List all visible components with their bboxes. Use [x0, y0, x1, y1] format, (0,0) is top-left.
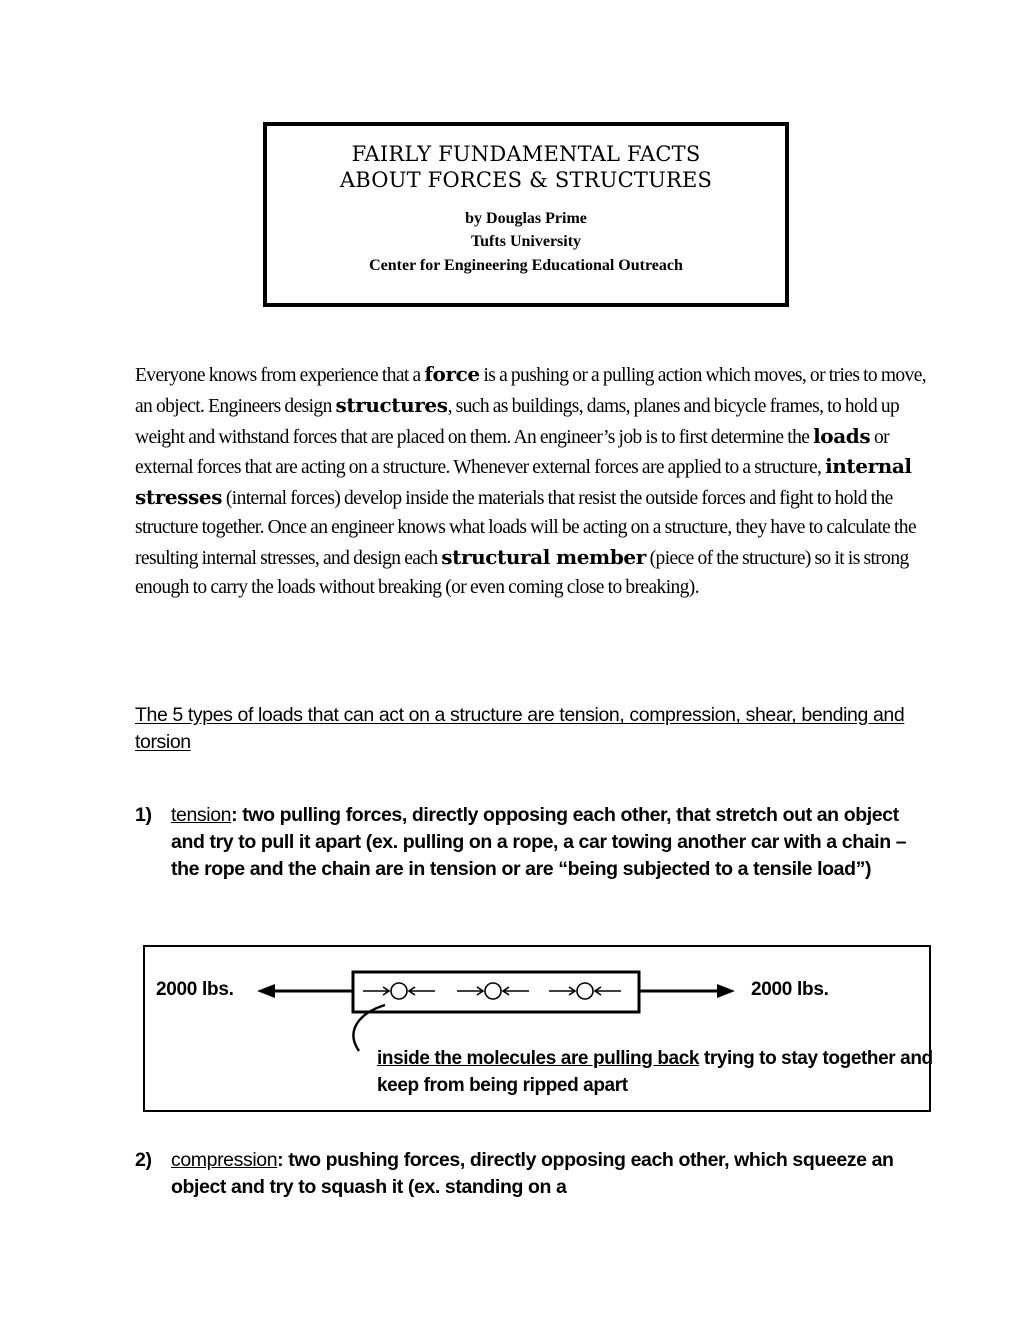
intro-text-2: is a pushing or a pulling action which moves, or tries to move, an object. Engineers design — [135, 365, 927, 417]
keyword-force: force — [424, 362, 480, 386]
molecule-1 — [363, 983, 435, 999]
item-number: 2) — [135, 1149, 152, 1171]
keyword-structural-member: structural member — [441, 544, 646, 569]
term-tension: tension — [171, 804, 232, 826]
molecule-3 — [549, 983, 621, 999]
keyword-internal-stresses: internal stresses — [135, 454, 912, 510]
item-text: : two pushing forces, directly opposing each other, which squeeze an object and try to squash it (ex. standing on a — [171, 1149, 894, 1198]
intro-text-3: , such as buildings, dams, planes and bicycle frames, to hold up weight and withstand forces that are placed on them. An engineer’s job is to first determine the — [135, 395, 900, 448]
term-compression: compression — [171, 1149, 278, 1171]
author: by Douglas Prime — [465, 210, 587, 227]
intro-text-4: or external forces that are acting on a structure. Whenever external forces are applied to a structure, — [135, 426, 890, 479]
intro-text-5: (internal forces) develop inside the materials that resist the outside forces and fight to hold the structure together. Once an engineer knows what loads will be acting on a structure, they have to calculate the resulting internal stresses, and design each — [135, 488, 917, 569]
caption-underlined: inside the molecules are pulling back — [377, 1048, 700, 1069]
right-load-label: 2000 lbs. — [751, 979, 829, 1000]
right-force-arrowhead — [717, 984, 735, 998]
tension-diagram — [143, 945, 931, 1112]
keyword-structures: structures — [335, 392, 448, 417]
title-box — [263, 122, 789, 307]
item-body — [171, 1147, 931, 1201]
diagram-caption — [377, 1045, 937, 1099]
item-text: : two pulling forces, directly opposing each other, that stretch out an object and try to pull it apart (ex. pulling on a rope, a car towing another car with a chain – the rope and the chain are in tension or are “being subjected to a tensile load”) — [171, 804, 907, 880]
center-name: Center for Engineering Educational Outreach — [369, 257, 683, 274]
molecule-group — [363, 983, 621, 999]
intro-paragraph — [135, 360, 935, 602]
intro-text-6: (piece of the structure) so it is strong enough to carry the loads without breaking (or even coming close to breaking). — [135, 547, 909, 598]
left-load-label: 2000 lbs. — [156, 979, 234, 1000]
keyword-loads: loads — [813, 423, 871, 448]
intro-text-1: Everyone knows from experience that a — [135, 365, 425, 386]
title-line-2: ABOUT FORCES & STRUCTURES — [339, 168, 713, 192]
left-force-arrowhead — [257, 984, 275, 998]
section-heading: The 5 types of loads that can act on a structure are tension, compression, shear, bending and torsion — [135, 704, 905, 753]
item-body — [171, 802, 931, 883]
university: Tufts University — [470, 233, 582, 250]
caption-rest: trying to stay together and keep from being ripped apart — [377, 1048, 933, 1096]
molecule-2 — [457, 983, 529, 999]
title-line-1: FAIRLY FUNDAMENTAL FACTS — [351, 142, 701, 166]
item-number: 1) — [135, 804, 152, 826]
